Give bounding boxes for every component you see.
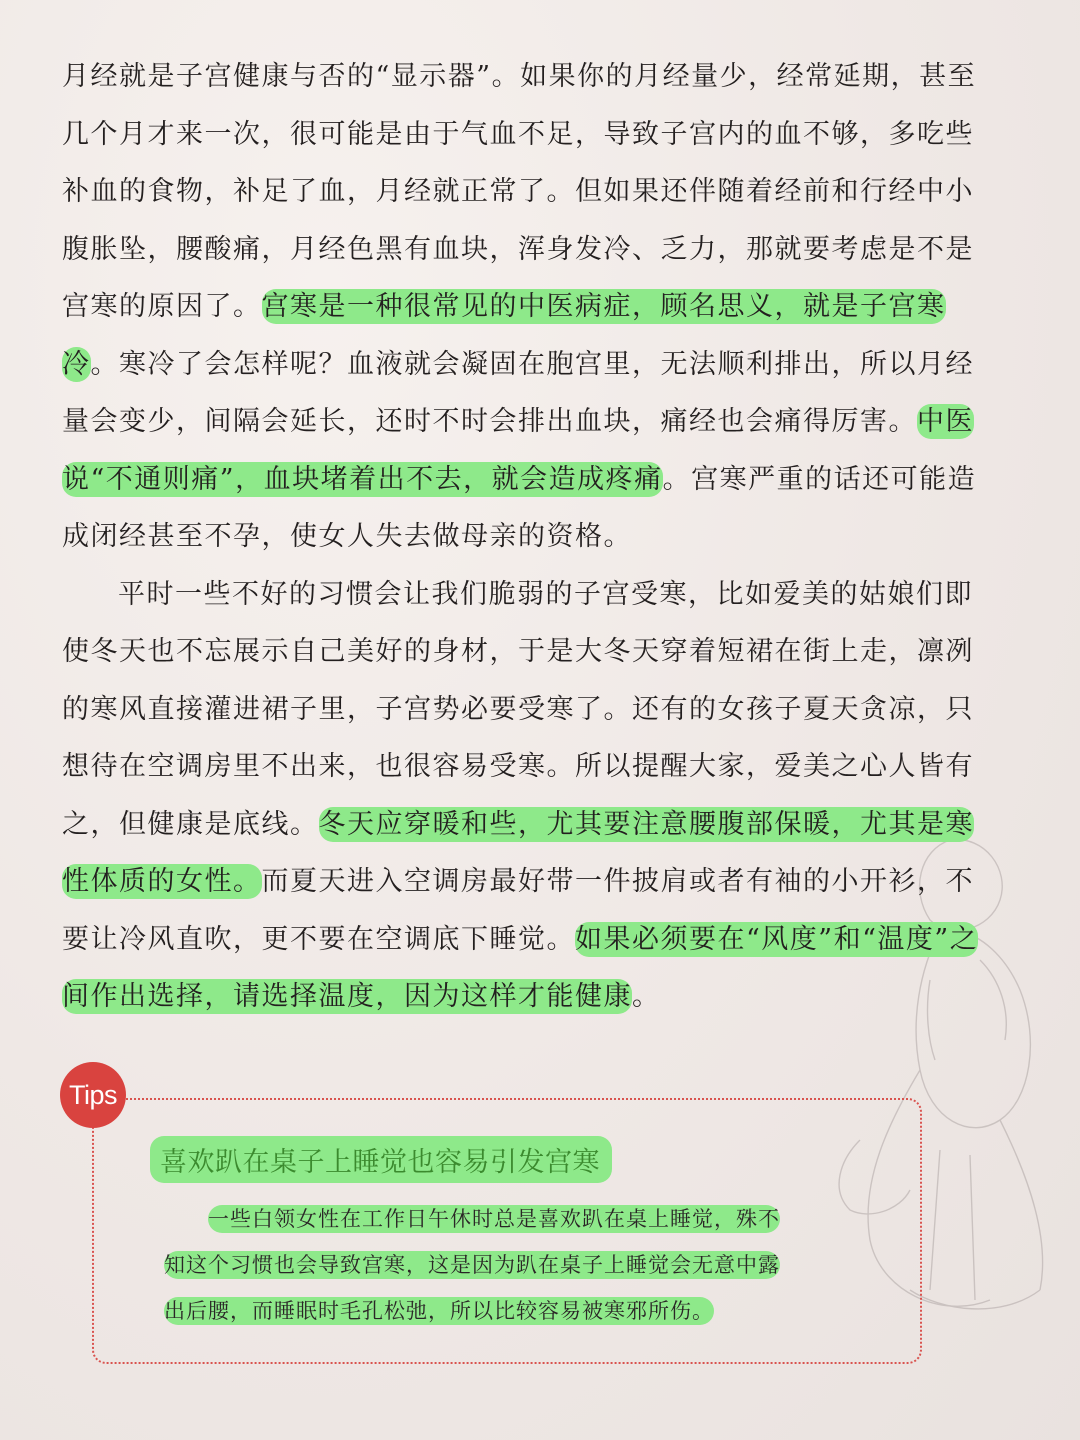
- tips-title: 喜欢趴在桌子上睡觉也容易引发宫寒: [150, 1136, 612, 1183]
- tips-body: [164, 1196, 854, 1334]
- paragraph-2: [62, 566, 992, 1026]
- tips-line: [164, 1196, 854, 1242]
- highlighted-text: 知这个习惯也会导致宫寒，这是因为趴在桌子上睡觉会无意中露: [164, 1253, 780, 1277]
- text-run: 平时一些不好的习惯会让我们脆弱的子宫受寒，比如爱美的姑娘们即使冬天也不忘展示自己美好的身材，于是大冬天穿着短裙在街上走，凛冽的寒风直接灌进裙子里，子宫势必要受寒了。还有的女孩子夏天贪凉，只想待在空调房里不出来，也很容易受寒。所以提醒大家，爱美之心人皆有之，但健康是底线。: [62, 578, 974, 840]
- highlighted-text: 中医说“不通则痛”，血块堵着出不去，就会造成疼痛: [62, 406, 974, 495]
- text-run: 。寒冷了会怎样呢？血液就会凝固在胞宫里，无法顺利排出，所以月经量会变少，间隔会延长，还时不时会排出血块，痛经也会痛得厉害。: [62, 348, 974, 437]
- highlighted-text: 如果必须要在“风度”和“温度”之间作出选择，请选择温度，因为这样才能健康: [62, 923, 979, 1012]
- main-body-text: [62, 48, 992, 1026]
- text-run: 。: [632, 981, 661, 1012]
- highlighted-text: 宫寒是一种很常见的中医病症，顾名思义，就是子宫寒冷: [62, 291, 946, 380]
- highlighted-text: 出后腰，而睡眠时毛孔松弛，所以比较容易被寒邪所伤。: [164, 1299, 714, 1323]
- text-run: 。宫寒严重的话还可能造成闭经甚至不孕，使女人失去做母亲的资格。: [62, 463, 977, 552]
- text-run: 月经就是子宫健康与否的“显示器”。如果你的月经量少，经常延期，甚至几个月才来一次，很可能是由于气血不足，导致子宫内的血不够，多吃些补血的食物，补足了血，月经就正常了。但如果还伴随着经前和行经中小腹胀坠，腰酸痛，月经色黑有血块，浑身发冷、乏力，那就要考虑是不是宫寒的原因了。: [62, 61, 977, 322]
- tips-badge: Tips: [60, 1062, 126, 1128]
- highlighted-text: 一些白领女性在工作日午休时总是喜欢趴在桌上睡觉，殊不: [208, 1207, 780, 1231]
- highlighted-text: 冬天应穿暖和些，尤其要注意腰腹部保暖，尤其是寒性体质的女性。: [62, 808, 974, 897]
- tips-line: [164, 1242, 854, 1288]
- tips-line: [164, 1288, 854, 1334]
- paragraph-1: [62, 48, 992, 566]
- text-run: 而夏天进入空调房最好带一件披肩或者有袖的小开衫，不要让冷风直吹，更不要在空调底下睡觉。: [62, 866, 974, 955]
